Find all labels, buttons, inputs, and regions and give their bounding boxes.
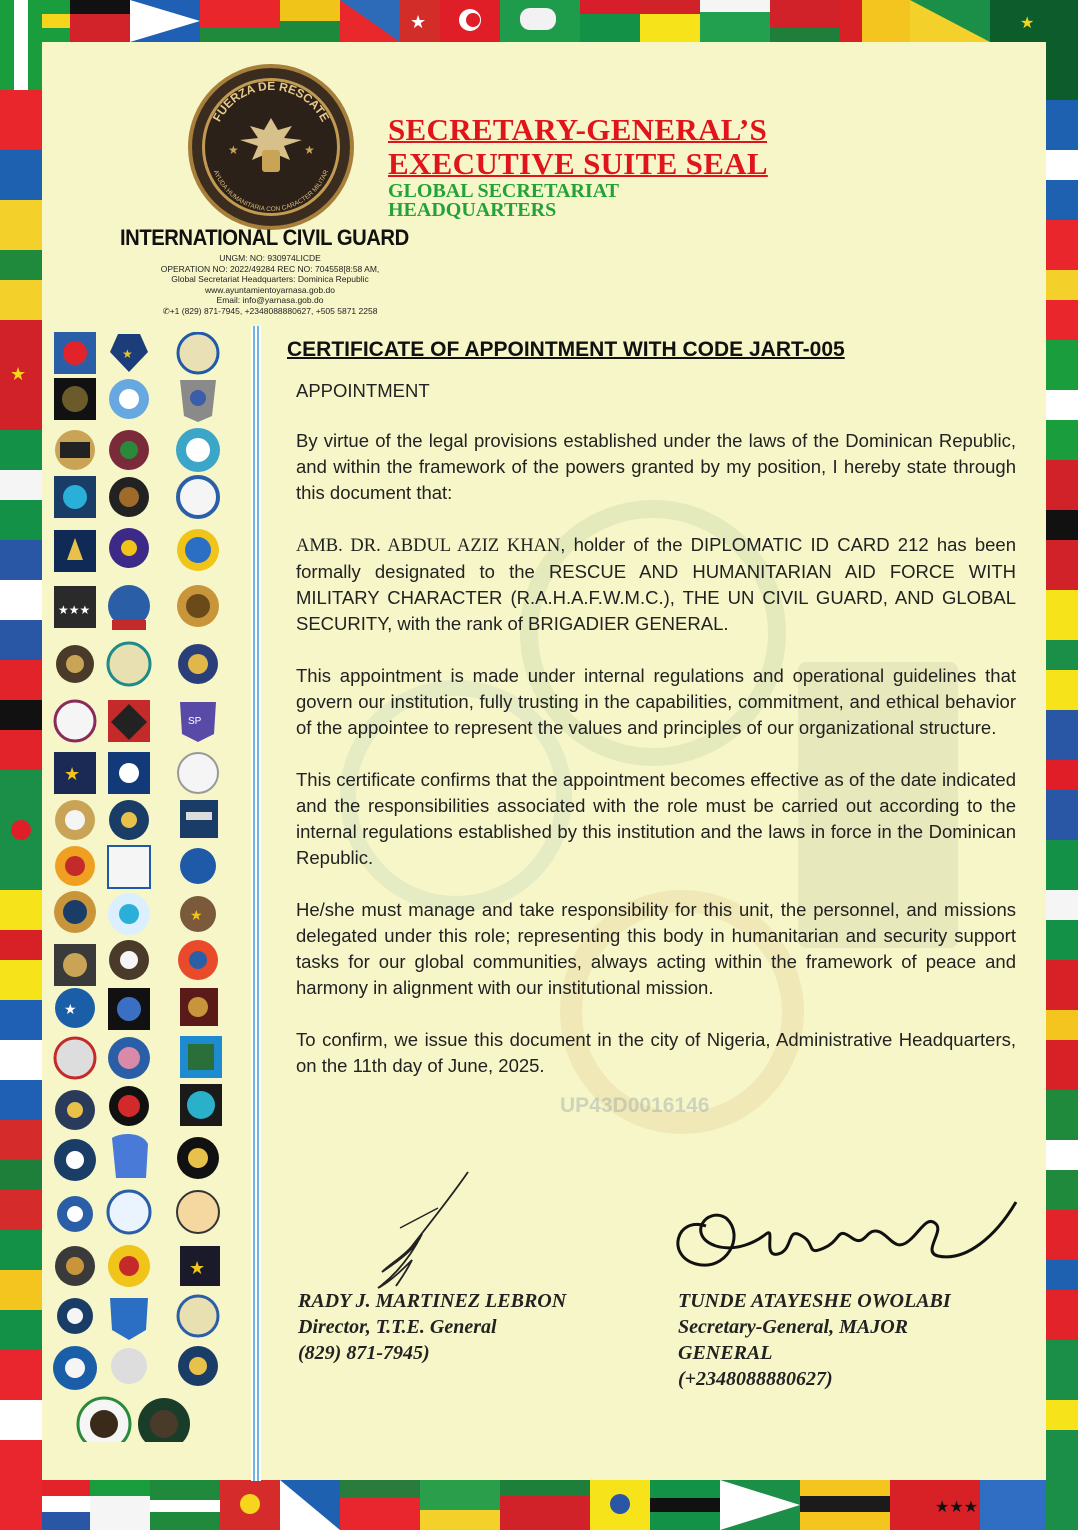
svg-text:★: ★: [190, 907, 203, 923]
certificate-title: CERTIFICATE OF APPOINTMENT WITH CODE JART-005: [287, 338, 845, 361]
organization-info: [125, 253, 415, 316]
signatory-left: [298, 1288, 566, 1366]
info-line: Global Secretariat Headquarters: Dominica Republic: [171, 274, 369, 284]
paragraph-6: To confirm, we issue this document in the city of Nigeria, Administrative Headquarters, on the 11th day of June, 2025.: [296, 1029, 1016, 1076]
svg-text:★: ★: [228, 143, 239, 157]
svg-text:SP: SP: [188, 716, 202, 727]
svg-text:★: ★: [64, 764, 81, 784]
organization-badge-icon: [52, 332, 242, 1442]
paragraph-2: [296, 532, 1016, 637]
signatory-left-phone: (829) 871-7945): [298, 1342, 430, 1364]
flag-border-right: [1046, 0, 1078, 1530]
organization-name: INTERNATIONAL CIVIL GUARD: [120, 225, 409, 250]
flag-border-top: [0, 0, 1078, 42]
svg-text:AYUDA HUMANITARIA CON CARACTER: [212, 169, 330, 213]
paragraph-4: This certificate confirms that the appointment becomes effective as of the date indicated and the responsibilities associated with the role must be carried out according to the internal regulations established by this institution and the laws in force in the Dominican Republic.: [296, 769, 1016, 868]
signatory-left-name: RADY J. MARTINEZ LEBRON: [298, 1290, 567, 1312]
title-line-1: SECRETARY-GENERAL’S: [388, 112, 768, 147]
phone-icon: ✆: [162, 305, 170, 316]
organization-logos: [52, 332, 242, 1447]
info-line: +1 (829) 871-7945, +2348088880627, +505 5871 2258: [169, 305, 378, 316]
paragraph-2-text: , holder of the DIPLOMATIC ID CARD 212 has been formally designated to the RESCUE AND HUMANITARIAN AID FORCE WITH MILITARY CHARACTER (R.A.H.A.F.W.M.C.), THE UN CIVIL GUARD, AND GLOBAL SECURITY, with the rank of BRIGADIER GENERAL.: [296, 534, 1016, 634]
svg-text:★: ★: [10, 364, 27, 384]
signatory-right-name: TUNDE ATAYESHE OWOLABI: [678, 1290, 951, 1312]
paragraph-3: This appointment is made under internal regulations and operational guidelines that govern our institution, fully trusting in the capabilities, commitment, and ethical behavior of the appointee to represent the values and principles of our organizational structure.: [296, 665, 1016, 738]
svg-text:★: ★: [304, 143, 315, 157]
svg-text:★: ★: [64, 1001, 77, 1017]
svg-text:★★★: ★★★: [58, 603, 91, 617]
flag-border-left: [0, 0, 42, 1530]
svg-text:★★★: ★★★: [935, 1499, 979, 1516]
signatory-right-title-1: Secretary-General, MAJOR: [678, 1316, 908, 1338]
info-line: OPERATION NO: 2022/49284 REC NO: 704558[8:58 AM,: [160, 263, 380, 274]
section-heading: APPOINTMENT: [296, 380, 430, 401]
svg-text:★: ★: [1020, 15, 1035, 32]
signatory-left-title: Director, T.T.E. General: [298, 1316, 497, 1338]
certificate-body: [296, 378, 1016, 1105]
svg-text:★: ★: [189, 1258, 206, 1278]
divider-line: [251, 326, 261, 1481]
subtitle-line-2: HEADQUARTERS: [388, 199, 557, 221]
appointee-name: AMB. DR. ABDUL AZIZ KHAN: [296, 536, 561, 556]
info-line: UNGM: NO: 930974LICDE: [219, 253, 321, 263]
subtitle-line-1: GLOBAL SECRETARIAT: [388, 180, 619, 202]
info-line: Email: info@yarnasa.gob.do: [216, 295, 324, 305]
title-line-2: EXECUTIVE SUITE SEAL: [388, 146, 768, 181]
eagle-seal-icon: [188, 64, 354, 230]
paragraph-1: By virtue of the legal provisions established under the laws of the Dominican Republic, and within the framework of the powers granted by my position, I hereby state through this document that:: [296, 430, 1016, 503]
svg-text:FUERZA DE RESCATE: [210, 79, 332, 124]
svg-text:★: ★: [410, 12, 427, 32]
seal-text: FUERZA DE RESCATE: [209, 78, 333, 124]
seal-subtext: AYUDA HUMANITARIA CON CARACTER MILITAR: [211, 169, 331, 214]
info-line: www.ayuntamientoyarnasa.gob.do: [205, 284, 335, 295]
signature-icon: [360, 1168, 480, 1298]
phone-line: [125, 306, 415, 317]
paragraph-5: He/she must manage and take responsibility for this unit, the personnel, and missions delegated under this role; representing this body in humanitarian and security support tasks for our global communities, always acting within the framework of peace and harmony in alignment with our institutional mission.: [296, 899, 1016, 998]
svg-text:★: ★: [122, 347, 133, 361]
flag-border-bottom: [0, 1480, 1078, 1530]
signature-icon: [666, 1196, 1026, 1296]
watermark-code: UP43D0016146: [560, 1094, 710, 1117]
signatory-right-title-2: GENERAL: [678, 1342, 773, 1364]
signatory-right-phone: (+2348088880627): [678, 1368, 833, 1390]
signatory-right: [678, 1288, 951, 1392]
